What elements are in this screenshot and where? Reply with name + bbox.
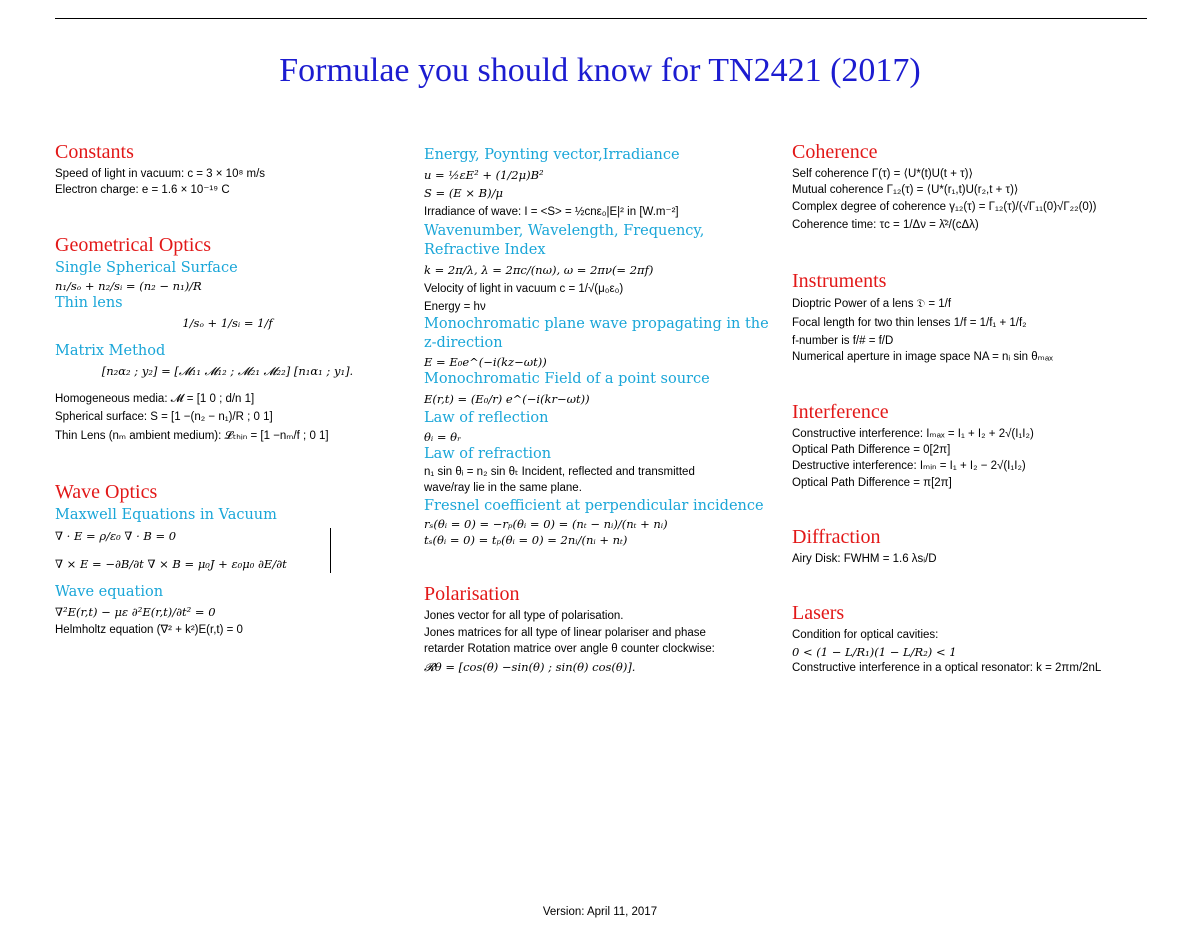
eq-fresnel-r: rₛ(θᵢ = 0) = −rₚ(θᵢ = 0) = (nₜ − nᵢ)/(nₜ + nᵢ)	[424, 516, 668, 531]
eq-point-source: E(r,t) = (E₀/r) e^(−i(kr−ωt))	[424, 392, 590, 407]
diffraction-airy-disk: Airy Disk: FWHM = 1.6 λsᵢ/D	[792, 552, 937, 565]
sub-wavenumber: Wavenumber, Wavelength, Frequency, Refractive Index	[424, 223, 705, 259]
eq-helmholtz: Helmholtz equation (∇² + k²)E(r,t) = 0	[55, 624, 243, 637]
interference-opd-destructive: Optical Path Difference = π[2π]	[792, 476, 952, 489]
coherence-self: Self coherence Γ(τ) = ⟨U*(t)U(t + τ)⟩	[792, 168, 973, 180]
eq-rotation-matrix: 𝓡θ = [cos(θ) −sin(θ) ; sin(θ) cos(θ)].	[424, 660, 636, 675]
eq-matrix: [n₂α₂ ; y₂] = [𝓜₁₁ 𝓜₁₂ ; 𝓜₂₁ 𝓜₂₂] [n₁α₁ ; y₁].	[101, 363, 354, 378]
eq-fresnel-t: tₛ(θᵢ = 0) = tₚ(θᵢ = 0) = 2nᵢ/(nᵢ + nₜ)	[424, 533, 628, 548]
coherence-mutual: Mutual coherence Γ₁₂(τ) = ⟨U*(r₁,t)U(r₂,t + τ)⟩	[792, 184, 1019, 197]
eq-plane-wave: E = E₀e^(−i(kz−ωt))	[424, 354, 547, 369]
sub-matrix-method: Matrix Method	[55, 342, 166, 359]
eq-maxwell-curl: ∇ × E = −∂B/∂t ∇ × B = μ₀J + ε₀μ₀ ∂E/∂t	[55, 557, 287, 572]
top-rule	[55, 18, 1147, 19]
sub-thin-lens: Thin lens	[55, 295, 123, 312]
constant-speed-of-light: Speed of light in vacuum: c = 3 × 10⁸ m/s	[55, 168, 266, 180]
sub-plane-wave: Monochromatic plane wave propagating in the z-direction	[424, 316, 769, 352]
coherence-complex-degree: Complex degree of coherence γ₁₂(τ) = Γ₁₂(τ)/(√Γ₁₁(0)√Γ₂₂(0))	[792, 200, 1097, 213]
instruments-dioptric-power: Dioptric Power of a lens 𝔇 = 1/f	[792, 298, 952, 311]
lasers-condition: Condition for optical cavities:	[792, 629, 939, 642]
section-constants: Constants	[55, 141, 134, 163]
section-interference: Interference	[792, 400, 889, 423]
section-polarisation: Polarisation	[424, 583, 520, 606]
interference-opd-constructive: Optical Path Difference = 0[2π]	[792, 443, 951, 456]
section-diffraction: Diffraction	[792, 525, 881, 548]
section-coherence: Coherence	[792, 141, 878, 163]
sub-single-spherical-surface: Single Spherical Surface	[55, 259, 238, 276]
sub-reflection: Law of reflection	[424, 410, 549, 427]
sub-refraction: Law of refraction	[424, 445, 552, 462]
eq-photon-energy: Energy = hν	[424, 301, 486, 314]
version-footer: Version: April 11, 2017	[542, 906, 658, 918]
interference-destructive: Destructive interference: Iₘᵢₙ = I₁ + I₂ − 2√(I₁I₂)	[792, 460, 1026, 473]
page-title: Formulae you should know for TN2421 (2017)	[279, 52, 921, 89]
constant-electron-charge: Electron charge: e = 1.6 × 10⁻¹⁹ C	[55, 184, 230, 197]
column-left	[55, 140, 400, 639]
eq-maxwell-divergence: ∇ · E = ρ/ε₀ ∇ · B = 0	[55, 529, 177, 544]
eq-poynting: S = (E × B)/μ	[424, 186, 503, 201]
polarisation-line-1: Jones vector for all type of polarisation.	[424, 610, 624, 623]
eq-refraction-note: wave/ray lie in the same plane.	[424, 482, 582, 495]
instruments-numerical-aperture: Numerical aperture in image space NA = nᵢ sin θₘₐₓ	[792, 351, 1053, 364]
section-lasers: Lasers	[792, 602, 845, 625]
eq-homogeneous-media: Homogeneous media: 𝓜 = [1 0 ; d/n 1]	[55, 393, 255, 406]
section-instruments: Instruments	[792, 270, 887, 293]
interference-constructive: Constructive interference: Iₘₐₓ = I₁ + I₂ + 2√(I₁I₂)	[792, 427, 1034, 440]
eq-thin-lens-matrix: Thin Lens (nₘ ambient medium): 𝓛ₜₕᵢₙ = [1 −nₘ/f ; 0 1]	[55, 429, 329, 442]
lasers-stability: 0 < (1 − L/R₁)(1 − L/R₂) < 1	[792, 644, 957, 659]
eq-wave-equation: ∇²E(r,t) − με ∂²E(r,t)/∂t² = 0	[55, 604, 216, 619]
sub-energy: Energy, Poynting vector,Irradiance	[424, 147, 680, 163]
sub-fresnel: Fresnel coefficient at perpendicular incidence	[424, 497, 764, 514]
eq-reflection: θᵢ = θᵣ	[424, 429, 462, 444]
section-wave-optics: Wave Optics	[55, 481, 158, 503]
eq-irradiance: Irradiance of wave: I = <S> = ½cnε₀|E|² in [W.m⁻²]	[424, 205, 679, 218]
eq-single-surface: n₁/sₒ + n₂/sᵢ = (n₂ − n₁)/R	[55, 278, 202, 293]
eq-energy-density: u = ½εE² + (1/2μ)B²	[424, 168, 544, 183]
eq-spherical-surface: Spherical surface: S = [1 −(n₂ − n₁)/R ; 0 1]	[55, 411, 273, 424]
instruments-f-number: f-number is f/# = f/D	[792, 334, 894, 347]
sub-wave-equation: Wave equation	[55, 583, 164, 600]
column-middle	[424, 146, 779, 678]
polarisation-line-2: Jones matrices for all type of linear polariser and phase	[424, 626, 706, 639]
eq-refraction: n₁ sin θᵢ = n₂ sin θₜ Incident, reflected and transmitted	[424, 465, 695, 478]
sub-point-source: Monochromatic Field of a point source	[424, 370, 710, 387]
polarisation-line-3: retarder Rotation matrice over angle θ counter clockwise:	[424, 643, 715, 656]
coherence-time: Coherence time: τc = 1/Δν = λ̄²/(cΔλ)	[792, 218, 979, 231]
maxwell-box	[55, 528, 331, 573]
eq-thin-lens: 1/sₒ + 1/sᵢ = 1/f	[182, 316, 273, 331]
lasers-resonator: Constructive interference in a optical resonator: k = 2πm/2nL	[792, 661, 1102, 674]
section-geometrical-optics: Geometrical Optics	[55, 233, 212, 256]
eq-wavenumber: k = 2π/λ, λ = 2πc/(nω), ω = 2πν(= 2πf)	[424, 263, 654, 278]
instruments-focal-length: Focal length for two thin lenses 1/f = 1/f₁ + 1/f₂	[792, 316, 1027, 329]
sub-maxwell: Maxwell Equations in Vacuum	[55, 507, 277, 523]
eq-velocity-of-light: Velocity of light in vacuum c = 1/√(μ₀ε₀)	[424, 282, 624, 295]
column-right	[792, 140, 1142, 676]
